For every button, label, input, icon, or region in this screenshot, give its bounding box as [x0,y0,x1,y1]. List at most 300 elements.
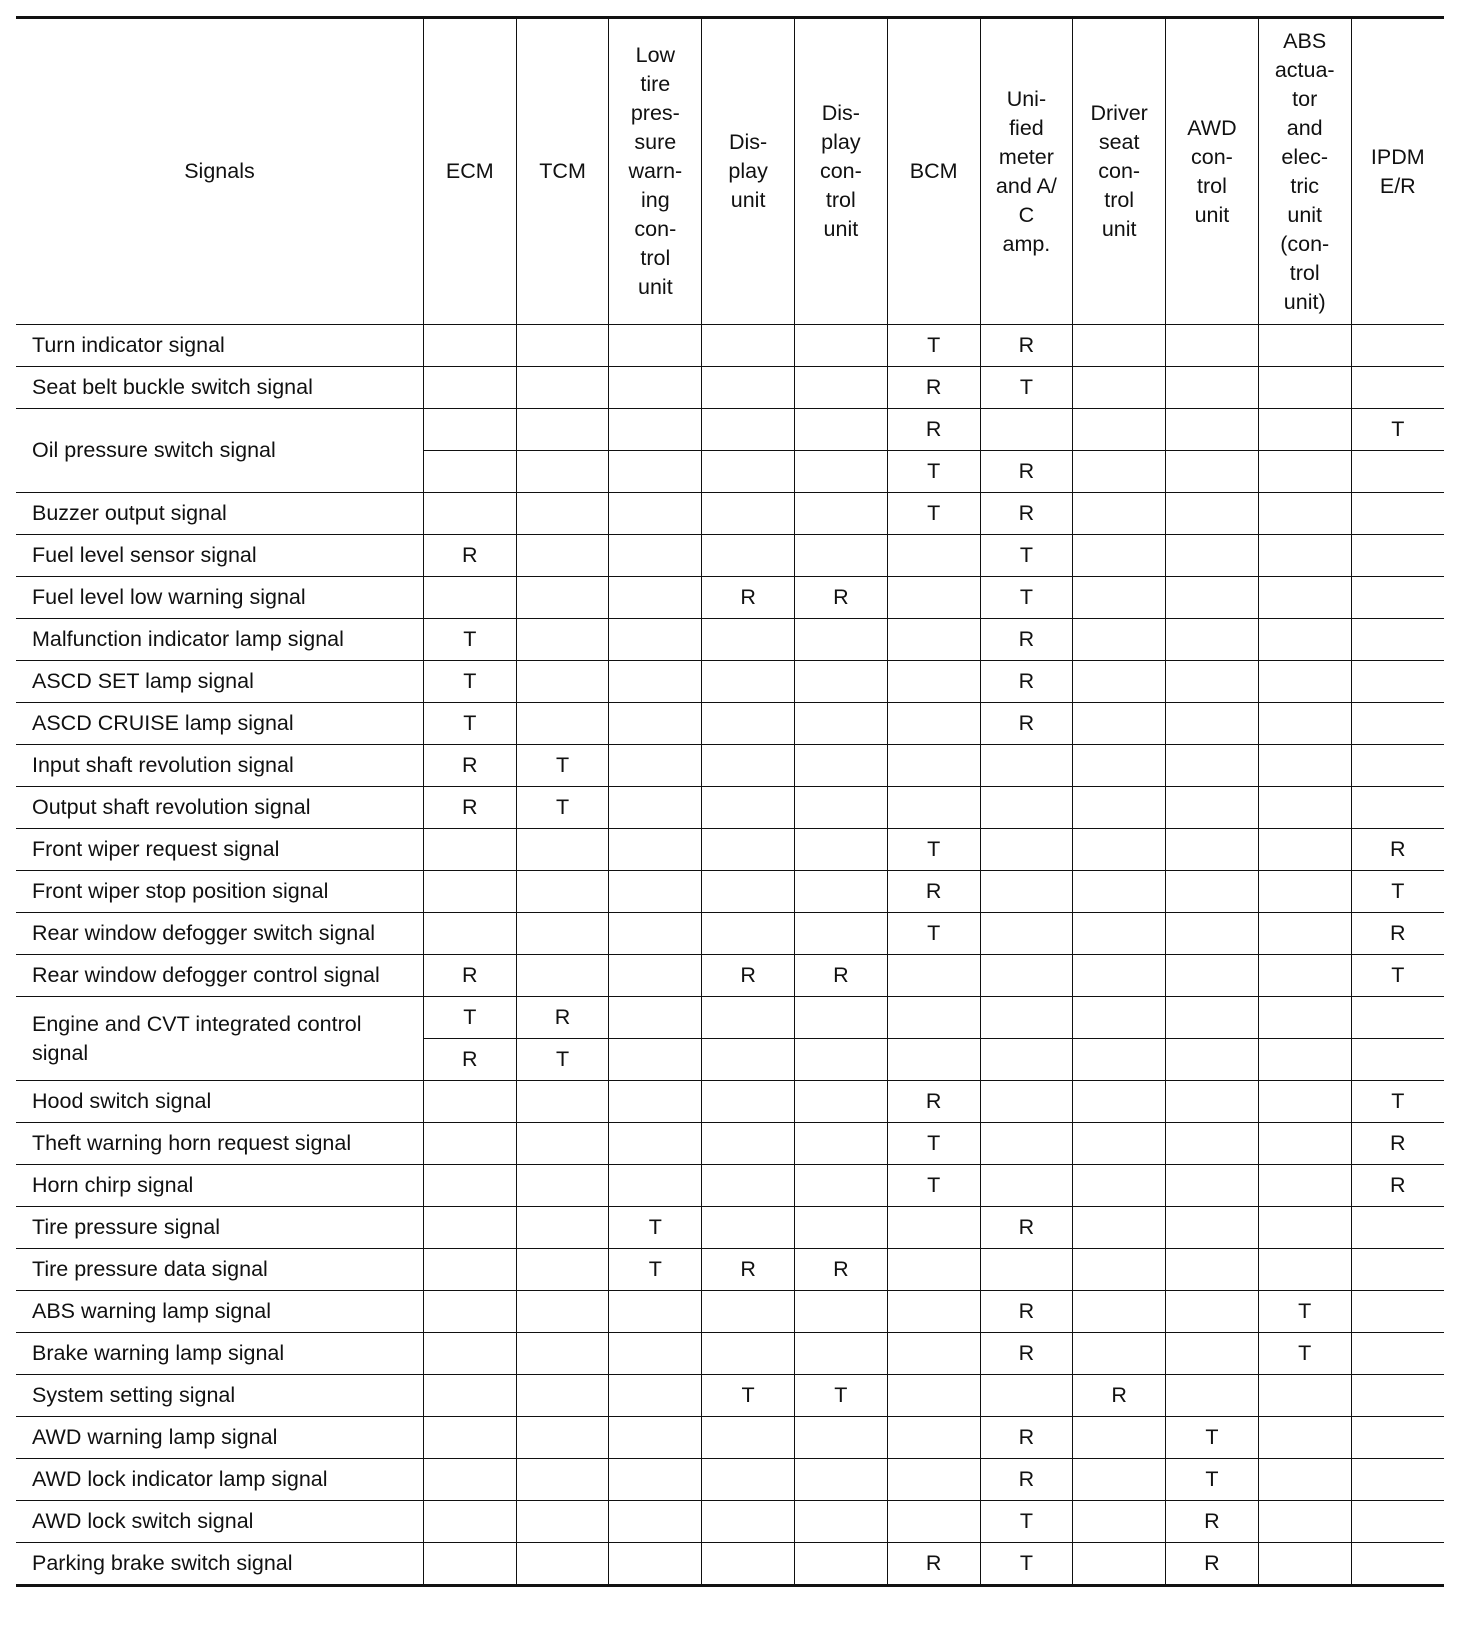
signal-value-cell [1258,1375,1351,1417]
signal-value-cell [980,1039,1073,1081]
signal-value-cell [887,661,980,703]
signal-value-cell [423,871,516,913]
column-header-ipdm [1351,18,1444,325]
signal-value-cell [609,1291,702,1333]
signal-name-cell: Oil pressure switch signal [16,409,423,493]
signal-value-cell: T [1258,1333,1351,1375]
signal-value-cell [702,409,795,451]
signal-value-cell [1166,997,1259,1039]
signal-value-cell [794,1417,887,1459]
signal-value-cell [1166,745,1259,787]
signal-value-cell: R [980,661,1073,703]
signal-value-cell [887,1417,980,1459]
table-row [16,535,1444,577]
signal-value-cell [1073,1123,1166,1165]
signal-value-cell: T [887,913,980,955]
signal-value-cell [794,703,887,745]
header-row [16,18,1444,325]
signal-name-cell: Seat belt buckle switch signal [16,367,423,409]
header-line: C [1018,202,1035,227]
signal-value-cell [794,409,887,451]
header-line: actua- [1274,57,1335,82]
signal-value-cell [609,1375,702,1417]
signal-value-cell [1258,661,1351,703]
signal-value-cell: R [794,577,887,619]
table-row [16,703,1444,745]
signal-value-cell [702,493,795,535]
signal-value-cell [980,787,1073,829]
signal-value-cell [1258,1123,1351,1165]
signal-value-cell [1258,367,1351,409]
signal-value-cell [609,409,702,451]
signal-name-cell: Engine and CVT integrated control signal [16,997,423,1081]
signal-value-cell [1351,619,1444,661]
signal-value-cell [609,493,702,535]
signal-value-cell [794,913,887,955]
signal-value-cell [1258,409,1351,451]
signal-value-cell [1351,1543,1444,1586]
signal-value-cell [1073,1459,1166,1501]
signal-value-cell [702,367,795,409]
signal-value-cell [609,577,702,619]
signal-name-cell: Fuel level low warning signal [16,577,423,619]
signal-name-cell: Buzzer output signal [16,493,423,535]
signal-value-cell [980,913,1073,955]
table-body [16,325,1444,1586]
signal-value-cell [1073,577,1166,619]
signal-value-cell [1166,913,1259,955]
signal-value-cell [794,1333,887,1375]
signal-value-cell: T [609,1249,702,1291]
signal-name-cell: AWD lock switch signal [16,1501,423,1543]
signal-value-cell [1166,409,1259,451]
signal-value-cell: T [1166,1417,1259,1459]
signal-value-cell [980,1081,1073,1123]
signal-value-cell [1073,1207,1166,1249]
signal-value-cell [702,1039,795,1081]
signal-value-cell: T [702,1375,795,1417]
signal-value-cell [1351,325,1444,367]
signal-value-cell [609,703,702,745]
signal-value-cell [702,1081,795,1123]
header-line: con- [1191,144,1233,169]
signal-value-cell [1073,871,1166,913]
table-row [16,367,1444,409]
signal-value-cell [1351,703,1444,745]
signal-name-cell: Hood switch signal [16,1081,423,1123]
signal-value-cell [1073,325,1166,367]
header-line: con- [634,217,677,241]
signal-value-cell [423,451,516,493]
signal-value-cell [794,661,887,703]
header-line: trol [1196,173,1227,198]
table-row [16,955,1444,997]
signal-value-cell [794,493,887,535]
signal-value-cell [794,829,887,871]
signal-name-cell: Front wiper request signal [16,829,423,871]
signal-value-cell: R [980,619,1073,661]
signal-value-cell [1073,703,1166,745]
header-line: elec- [1281,144,1328,169]
signal-value-cell: R [423,745,516,787]
signal-value-cell [516,409,609,451]
header-line: unit [1194,202,1230,227]
signal-value-cell: T [980,535,1073,577]
signal-value-cell [1258,1417,1351,1459]
signal-value-cell [1351,451,1444,493]
signal-value-cell [702,1459,795,1501]
signal-value-cell [887,955,980,997]
header-line: trol [640,246,671,270]
signal-value-cell [1258,1543,1351,1586]
signal-value-cell [702,1291,795,1333]
signal-value-cell: T [980,367,1073,409]
signal-value-cell [1073,409,1166,451]
signal-value-cell [516,367,609,409]
column-header-signals [16,18,423,325]
signal-value-cell [423,1543,516,1586]
header-line: tire [640,72,671,96]
header-line: amp. [1002,231,1051,256]
signal-value-cell [887,1501,980,1543]
table-row [16,619,1444,661]
signal-name-cell: Horn chirp signal [16,1165,423,1207]
signal-value-cell [794,535,887,577]
signal-value-cell [423,1165,516,1207]
signal-value-cell [609,745,702,787]
signal-value-cell [794,451,887,493]
signal-value-cell: T [1258,1291,1351,1333]
signal-value-cell [1258,1501,1351,1543]
signal-value-cell: R [516,997,609,1039]
signal-value-cell [1073,367,1166,409]
header-line: ABS [1283,28,1327,53]
signal-value-cell [516,871,609,913]
signal-value-cell [1073,493,1166,535]
signal-value-cell: R [702,955,795,997]
signal-value-cell [423,1249,516,1291]
signal-value-cell [516,1291,609,1333]
header-line: Signals [184,159,255,183]
signal-value-cell: T [516,745,609,787]
signal-value-cell [794,997,887,1039]
signal-value-cell [702,703,795,745]
signal-value-cell [1258,1165,1351,1207]
signal-value-cell [1073,1543,1166,1586]
signal-value-cell [609,1039,702,1081]
signal-value-cell [609,661,702,703]
signal-value-cell [794,745,887,787]
signal-value-cell [1073,1249,1166,1291]
signal-value-cell: R [980,1207,1073,1249]
signal-value-cell [423,1291,516,1333]
signal-value-cell [794,1039,887,1081]
signal-value-cell [794,787,887,829]
signal-value-cell [1166,787,1259,829]
signal-value-cell [1166,493,1259,535]
signal-value-cell [1166,1375,1259,1417]
table-row [16,997,1444,1039]
table-row [16,829,1444,871]
signal-value-cell [516,451,609,493]
header-line: warn- [628,159,683,183]
signal-value-cell: R [980,703,1073,745]
signal-value-cell: R [794,1249,887,1291]
signal-value-cell [794,619,887,661]
column-header-driver [1073,18,1166,325]
signal-value-cell: R [1166,1543,1259,1586]
signal-value-cell [702,913,795,955]
signal-value-cell: R [702,577,795,619]
signal-value-cell [423,1459,516,1501]
signal-value-cell: R [887,1543,980,1586]
header-line: Low [635,43,676,67]
signal-name-cell: Input shaft revolution signal [16,745,423,787]
signal-value-cell [1073,661,1166,703]
signal-value-cell [1166,1207,1259,1249]
signal-value-cell [609,367,702,409]
signal-value-cell [794,1207,887,1249]
signal-value-cell [980,409,1073,451]
signal-value-cell [423,1207,516,1249]
signal-value-cell [1166,535,1259,577]
header-line: fied [1009,115,1044,140]
table-row [16,1417,1444,1459]
signal-value-cell [702,1501,795,1543]
signal-value-cell: T [980,1543,1073,1586]
header-line: unit) [1283,289,1326,314]
signal-value-cell: T [423,997,516,1039]
signal-value-cell [794,1123,887,1165]
signal-value-cell: T [516,787,609,829]
header-line: trol [1289,260,1320,285]
signal-value-cell [887,997,980,1039]
signal-value-cell [794,1081,887,1123]
table-row [16,661,1444,703]
signal-value-cell [887,1207,980,1249]
table-row [16,1333,1444,1375]
signal-value-cell [1073,997,1166,1039]
signal-value-cell: T [980,577,1073,619]
table-row [16,1207,1444,1249]
signal-table [16,16,1444,1587]
signal-value-cell [887,1333,980,1375]
signal-value-cell: T [1166,1459,1259,1501]
signal-value-cell [423,1501,516,1543]
header-line: (con- [1280,231,1330,256]
signal-value-cell [423,1123,516,1165]
signal-value-cell [1351,787,1444,829]
signal-value-cell [516,955,609,997]
signal-value-cell [702,1207,795,1249]
header-line: ing [640,188,670,212]
signal-value-cell [887,1291,980,1333]
signal-value-cell [1258,1081,1351,1123]
signal-value-cell [887,1039,980,1081]
header-line: pres- [630,101,680,125]
header-line: unit [730,188,766,212]
signal-value-cell [516,661,609,703]
signal-value-cell [1166,1291,1259,1333]
signal-value-cell [1351,367,1444,409]
signal-value-cell: R [980,1333,1073,1375]
header-line: E/R [1379,173,1416,198]
signal-name-cell: Rear window defogger switch signal [16,913,423,955]
signal-value-cell [1258,829,1351,871]
signal-value-cell: R [980,1417,1073,1459]
signal-value-cell [1166,955,1259,997]
signal-value-cell: R [1351,1165,1444,1207]
signal-value-cell [423,829,516,871]
column-header-ecm [423,18,516,325]
table-row [16,577,1444,619]
signal-value-cell: T [516,1039,609,1081]
signal-value-cell: R [423,1039,516,1081]
table-row [16,1501,1444,1543]
signal-value-cell [609,1459,702,1501]
signal-value-cell [609,451,702,493]
signal-value-cell: R [980,1459,1073,1501]
header-line: sure [634,130,677,154]
signal-value-cell: R [887,871,980,913]
signal-value-cell [516,913,609,955]
signal-value-cell [609,1081,702,1123]
signal-value-cell [1258,451,1351,493]
signal-value-cell [1351,1501,1444,1543]
signal-value-cell: T [1351,871,1444,913]
signal-value-cell [1258,871,1351,913]
table-row [16,745,1444,787]
signal-value-cell [1258,997,1351,1039]
signal-value-cell [887,619,980,661]
signal-value-cell [1073,745,1166,787]
header-line: tric [1290,173,1320,198]
signal-value-cell [980,1375,1073,1417]
signal-value-cell [1258,619,1351,661]
signal-value-cell [609,325,702,367]
signal-name-cell: Rear window defogger control signal [16,955,423,997]
signal-value-cell [423,577,516,619]
signal-value-cell [1166,1039,1259,1081]
table-row [16,1165,1444,1207]
signal-value-cell [980,745,1073,787]
signal-value-cell [1166,1081,1259,1123]
table-row [16,1123,1444,1165]
signal-value-cell: T [887,1165,980,1207]
signal-value-cell [702,745,795,787]
signal-name-cell: AWD lock indicator lamp signal [16,1459,423,1501]
signal-value-cell [702,451,795,493]
signal-value-cell [887,577,980,619]
signal-name-cell: System setting signal [16,1375,423,1417]
signal-value-cell [609,955,702,997]
signal-value-cell [980,871,1073,913]
signal-value-cell [980,1123,1073,1165]
signal-value-cell [887,787,980,829]
signal-value-cell [794,367,887,409]
signal-value-cell: T [887,829,980,871]
signal-value-cell: R [887,367,980,409]
signal-value-cell [423,1375,516,1417]
signal-value-cell [423,409,516,451]
signal-value-cell: R [980,451,1073,493]
signal-value-cell [423,1081,516,1123]
signal-value-cell [1351,1249,1444,1291]
signal-name-cell: Brake warning lamp signal [16,1333,423,1375]
signal-value-cell [1258,913,1351,955]
header-line: and A/ [995,173,1057,198]
header-line: Dis- [728,130,768,154]
signal-value-cell [516,1543,609,1586]
signal-value-cell: R [423,787,516,829]
table-row [16,325,1444,367]
signal-value-cell [1073,1039,1166,1081]
signal-value-cell: R [702,1249,795,1291]
column-header-uni [980,18,1073,325]
signal-value-cell: T [1351,955,1444,997]
signal-value-cell [702,1333,795,1375]
signal-value-cell [516,1165,609,1207]
signal-value-cell: T [423,661,516,703]
signal-name-cell: Fuel level sensor signal [16,535,423,577]
header-line: ECM [445,159,494,183]
signal-value-cell: T [980,1501,1073,1543]
column-header-awd [1166,18,1259,325]
signal-value-cell [1166,871,1259,913]
signal-value-cell [609,1165,702,1207]
signal-value-cell [1073,787,1166,829]
signal-value-cell [1073,1081,1166,1123]
signal-value-cell [980,955,1073,997]
signal-value-cell [1073,1417,1166,1459]
signal-value-cell [1351,1207,1444,1249]
signal-value-cell [1351,1459,1444,1501]
signal-value-cell [1351,577,1444,619]
signal-value-cell [1258,325,1351,367]
signal-value-cell [1073,913,1166,955]
signal-name-cell: Front wiper stop position signal [16,871,423,913]
table-row [16,1459,1444,1501]
signal-value-cell [1258,577,1351,619]
table-row [16,1375,1444,1417]
header-line: trol [825,188,856,212]
signal-value-cell [423,367,516,409]
signal-value-cell [702,1543,795,1586]
signal-name-cell: ABS warning lamp signal [16,1291,423,1333]
signal-value-cell: R [1073,1375,1166,1417]
signal-value-cell: T [423,619,516,661]
column-header-abs [1258,18,1351,325]
signal-value-cell [423,1333,516,1375]
signal-value-cell: R [887,1081,980,1123]
column-header-dis [702,18,795,325]
signal-value-cell: R [1166,1501,1259,1543]
table-row [16,493,1444,535]
signal-value-cell: R [980,325,1073,367]
signal-value-cell: T [887,493,980,535]
signal-value-cell [609,535,702,577]
signal-value-cell: R [1351,829,1444,871]
signal-value-cell [1073,1333,1166,1375]
signal-value-cell [887,745,980,787]
column-header-bcm [887,18,980,325]
table-row [16,1543,1444,1586]
header-line: con- [819,159,862,183]
signal-value-cell [887,1249,980,1291]
signal-value-cell [1073,1165,1166,1207]
header-line: con- [1098,159,1141,183]
signal-value-cell [516,493,609,535]
